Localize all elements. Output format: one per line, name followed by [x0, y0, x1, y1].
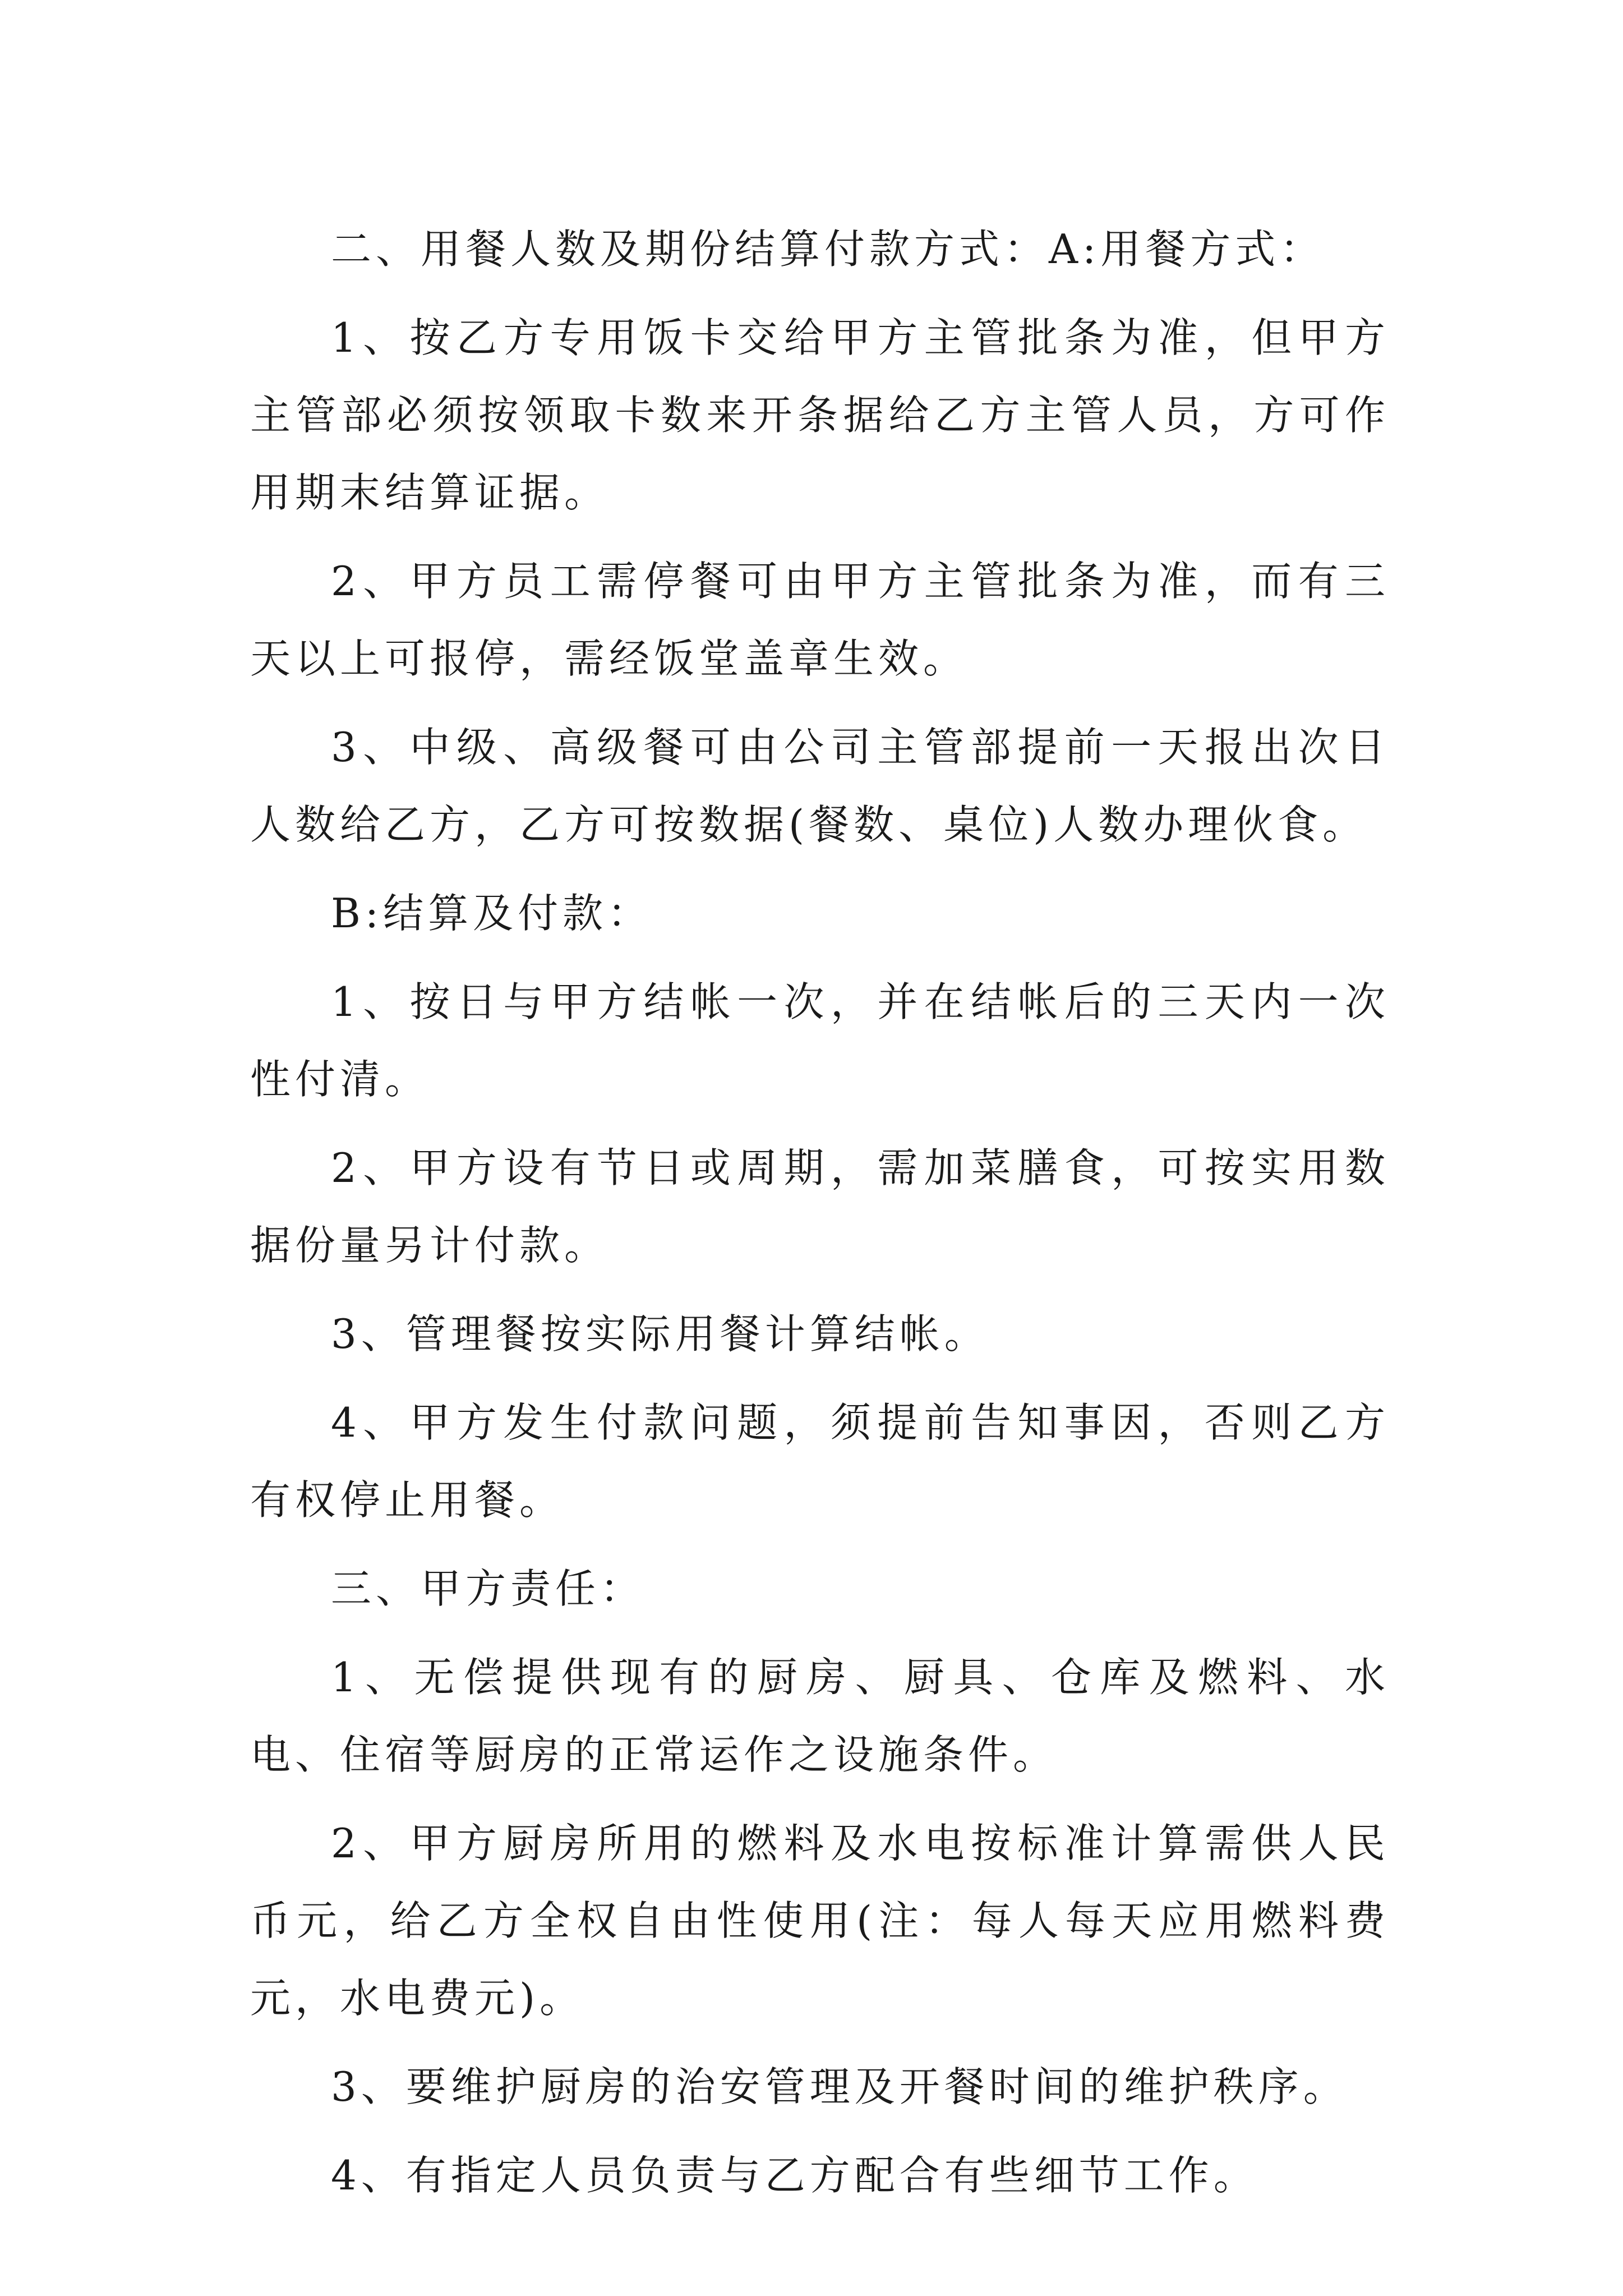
meal-method-item-1: 1、按乙方专用饭卡交给甲方主管批条为准，但甲方主管部必须按领取卡数来开条据给乙方主管人员，方可作用期末结算证据。	[250, 314, 1390, 516]
meal-method-item-2: 2、甲方员工需停餐可由甲方主管批条为准，而有三天以上可报停，需经饭堂盖章生效。	[250, 558, 1390, 682]
party-a-duty-1: 1、无偿提供现有的厨房、厨具、仓库及燃料、水电、住宿等厨房的正常运作之设施条件。	[250, 1654, 1390, 1778]
party-a-duty-2: 2、甲方厨房所用的燃料及水电按标准计算需供人民币元，给乙方全权自由性使用(注：每人每天应用燃料费元，水电费元)。	[250, 1820, 1390, 2022]
settlement-item-1: 1、按日与甲方结帐一次，并在结帐后的三天内一次性付清。	[250, 978, 1390, 1103]
document-body	[250, 210, 1390, 2225]
settlement-heading: B:结算及付款：	[331, 890, 653, 937]
party-a-duty-4: 4、有指定人员负责与乙方配合有些细节工作。	[331, 2152, 1258, 2199]
section-two-heading: 二、用餐人数及期份结算付款方式：A:用餐方式：	[331, 226, 1325, 273]
meal-method-item-3: 3、中级、高级餐可由公司主管部提前一天报出次日人数给乙方，乙方可按数据(餐数、桌位)人数办理伙食。	[250, 724, 1390, 848]
party-a-duty-3: 3、要维护厨房的治安管理及开餐时间的维护秩序。	[331, 2063, 1348, 2110]
settlement-item-3: 3、管理餐按实际用餐计算结帐。	[331, 1310, 989, 1358]
section-three-heading: 三、甲方责任：	[331, 1565, 645, 1612]
settlement-item-4: 4、甲方发生付款问题，须提前告知事因，否则乙方有权停止用餐。	[250, 1399, 1390, 1524]
settlement-item-2: 2、甲方设有节日或周期，需加菜膳食，可按实用数据份量另计付款。	[250, 1144, 1390, 1269]
